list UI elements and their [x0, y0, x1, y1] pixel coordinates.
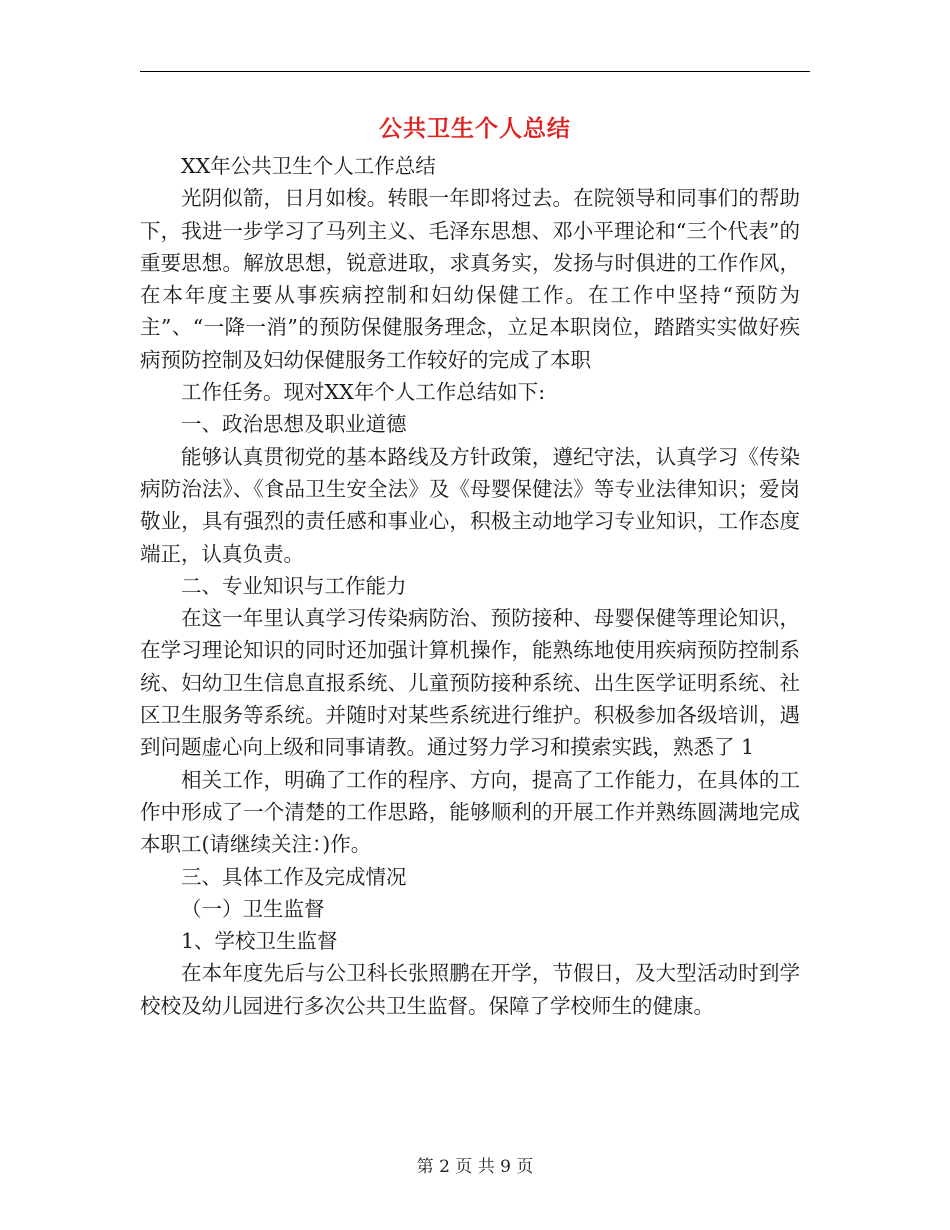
paragraph-intro: 光阴似箭，日月如梭。转眼一年即将过去。在院领导和同事们的帮助下，我进一步学习了马列主义、毛泽东思想、邓小平理论和“三个代表”的重要思想。解放思想，锐意进取，求真务实，发扬与时俱进的工作作风，在本年度主要从事疾病控制和妇幼保健工作。在工作中坚持“预防为主”、“一降一消”的预防保健服务理念，立足本职岗位，踏踏实实做好疾病预防控制及妇幼保健服务工作较好的完成了本职 — [140, 186, 800, 372]
document-title: 公共卫生个人总结 — [379, 116, 571, 142]
header-rule — [140, 71, 810, 72]
section-heading-1: 一、政治思想及职业道德 — [181, 412, 407, 437]
paragraph-knowledge: 在这一年里认真学习传染病防治、预防接种、母婴保健等理论知识，在学习理论知识的同时还加强计算机操作，能熟练地使用疾病预防控制系统、妇幼卫生信息直报系统、儿童预防接种系统、出生医学证明系统、社区卫生服务等系统。并随时对某些系统进行维护。积极参加各级培训，遇到问题虚心向上级和同事请教。通过努力学习和摸索实践，熟悉了 1 — [140, 606, 800, 760]
paragraph-subtitle: XX年公共卫生个人工作总结 — [181, 154, 436, 178]
subsection-heading: （一）卫生监督 — [181, 896, 325, 921]
item-heading: 1、学校卫生监督 — [181, 929, 338, 954]
page-footer: 第 2 页 共 9 页 — [416, 1157, 534, 1177]
paragraph-politics: 能够认真贯彻党的基本路线及方针政策，遵纪守法，认真学习《传染病防治法》、《食品卫生安全法》及《母婴保健法》等专业法律知识；爱岗敬业，具有强烈的责任感和事业心，积极主动地学习专业知识，工作态度端正，认真负责。 — [140, 444, 800, 566]
section-heading-2: 二、专业知识与工作能力 — [181, 573, 407, 598]
paragraph-school: 在本年度先后与公卫科长张照鹏在开学，节假日，及大型活动时到学校校及幼儿园进行多次公共卫生监督。保障了学校师生的健康。 — [140, 961, 800, 1018]
paragraph-task: 工作任务。现对XX年个人工作总结如下: — [181, 380, 546, 405]
document-body — [140, 150, 800, 1022]
section-heading-3: 三、具体工作及完成情况 — [181, 864, 407, 889]
paragraph-ability: 相关工作，明确了工作的程序、方向，提高了工作能力，在具体的工作中形成了一个清楚的工作思路，能够顺利的开展工作并熟练圆满地完成本职工(请继续关注：)作。 — [140, 767, 800, 857]
